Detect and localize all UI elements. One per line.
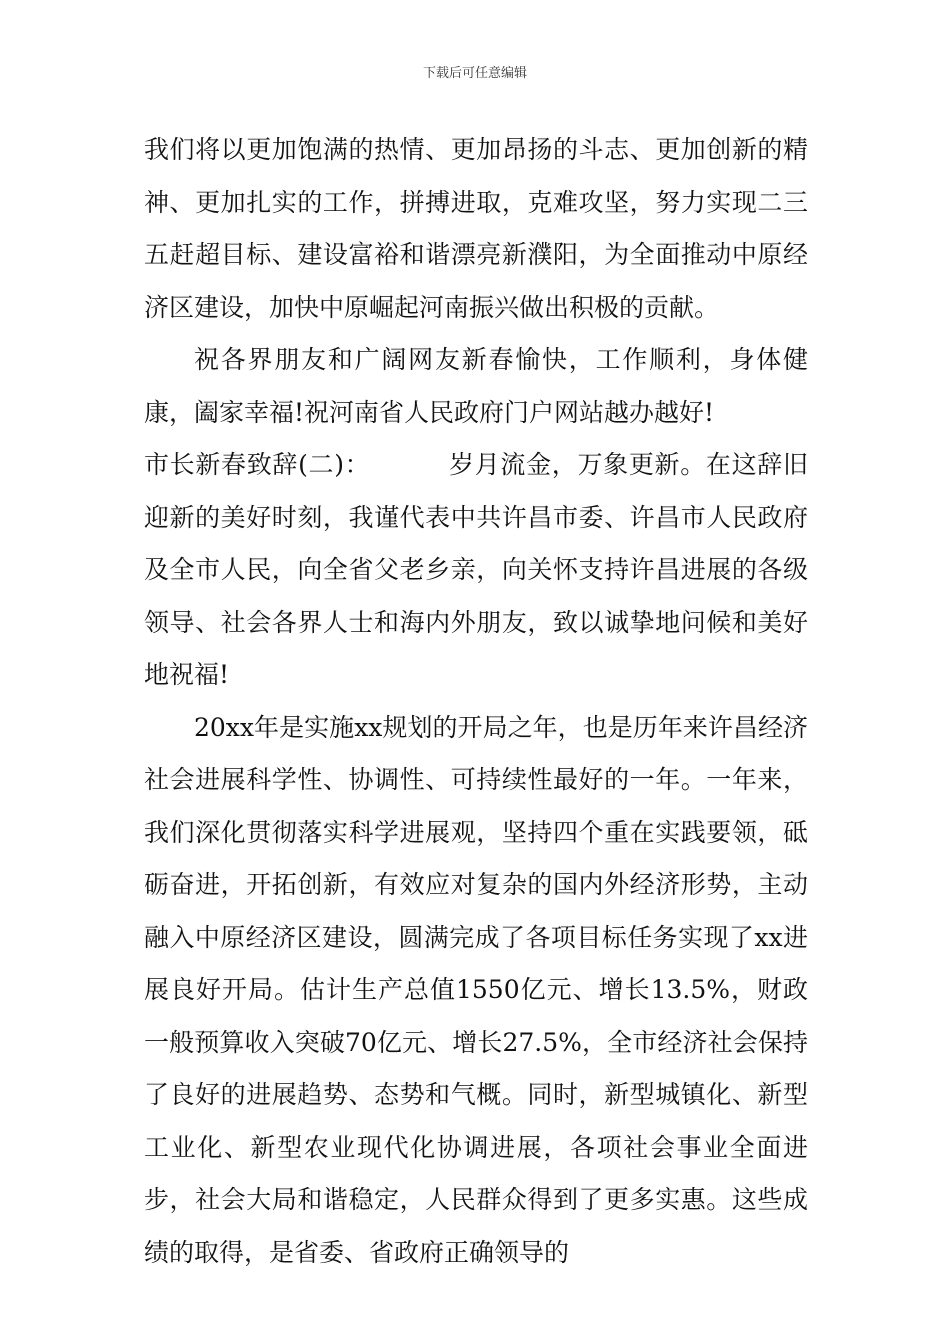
- paragraph-3-body: 岁月流金，万象更新。在这辞旧迎新的美好时刻，我谨代表中共许昌市委、许昌市人民政府及全市人民，向全省父老乡亲，向关怀支持许昌进展的各级领导、社会各界人士和海内外朋友，致以诚挚地问候和美好地祝福!: [144, 450, 808, 689]
- page-header: 下载后可任意编辑: [422, 66, 527, 81]
- paragraph-3: [144, 439, 808, 702]
- paragraph-1: 我们将以更加饱满的热情、更加昂扬的斗志、更加创新的精神、更加扎实的工作，拼搏进取，克难攻坚，努力实现二三五赶超目标、建设富裕和谐漂亮新濮阳，为全面推动中原经济区建设，加快中原崛起河南振兴做出积极的贡献。: [144, 135, 808, 322]
- document-body: [144, 124, 808, 1279]
- section-title: 市长新春致辞(二)：: [144, 450, 371, 479]
- paragraph-2: 祝各界朋友和广阔网友新春愉快，工作顺利，身体健康，阖家幸福!祝河南省人民政府门户网站越办越好!: [144, 345, 808, 427]
- paragraph-4: 20xx年是实施xx规划的开局之年，也是历年来许昌经济社会进展科学性、协调性、可持续性最好的一年。一年来，我们深化贯彻落实科学进展观，坚持四个重在实践要领，砥砺奋进，开拓创新，有效应对复杂的国内外经济形势，主动融入中原经济区建设，圆满完成了各项目标任务实现了xx进展良好开局。估计生产总值1550亿元、增长13.5%，财政一般预算收入突破70亿元、增长27.5%，全市经济社会保持了良好的进展趋势、态势和气概。同时，新型城镇化、新型工业化、新型农业现代化协调进展，各项社会事业全面进步，社会大局和谐稳定，人民群众得到了更多实惠。这些成绩的取得，是省委、省政府正确领导的: [144, 712, 808, 1267]
